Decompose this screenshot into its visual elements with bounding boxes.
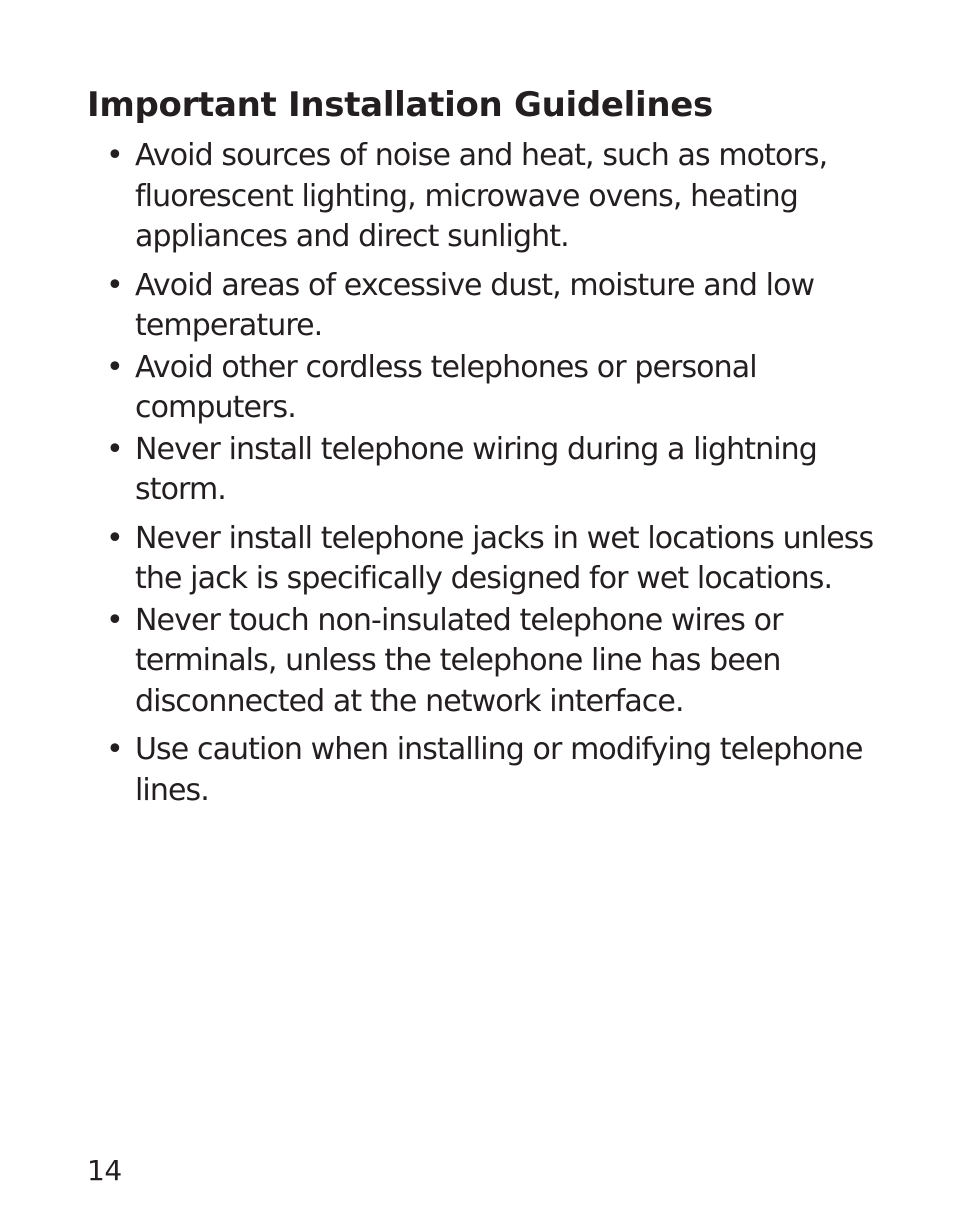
bullet-icon: • xyxy=(106,349,123,385)
list-item-text: Use caution when installing or modifying telephone lines. xyxy=(135,732,863,808)
bullet-icon: • xyxy=(106,138,123,173)
list-item xyxy=(106,266,876,347)
page-number: 14 xyxy=(87,1154,122,1187)
bullet-icon: • xyxy=(106,267,123,303)
list-item xyxy=(106,519,876,600)
list-item-text: Never touch non-insulated telephone wires or terminals, unless the telephone line has been disconnected at the network interface. xyxy=(135,602,783,719)
guidelines-list xyxy=(106,136,876,819)
bullet-icon: • xyxy=(106,732,123,767)
list-item xyxy=(106,601,876,723)
list-item xyxy=(106,730,876,811)
list-item-text: Never install telephone jacks in wet locations unless the jack is specifically designed for wet locations. xyxy=(135,520,874,596)
page-title: Important Installation Guidelines xyxy=(87,85,713,125)
list-item xyxy=(106,348,876,429)
bullet-icon: • xyxy=(106,602,123,638)
bullet-icon: • xyxy=(106,520,123,556)
list-item xyxy=(106,136,876,258)
bullet-icon: • xyxy=(106,431,123,467)
list-item xyxy=(106,430,876,511)
list-item-text: Avoid sources of noise and heat, such as motors, fluorescent lighting, microwave ovens, heating appliances and direct sunlight. xyxy=(135,138,828,254)
list-item-text: Never install telephone wiring during a lightning storm. xyxy=(135,431,817,507)
list-item-text: Avoid areas of excessive dust, moisture and low temperature. xyxy=(135,267,815,343)
list-item-text: Avoid other cordless telephones or personal computers. xyxy=(135,349,757,425)
